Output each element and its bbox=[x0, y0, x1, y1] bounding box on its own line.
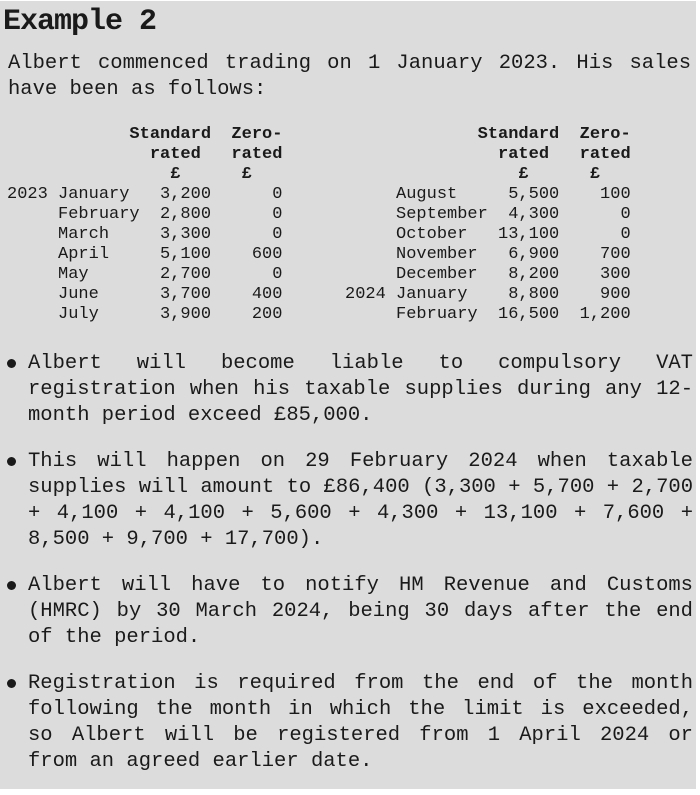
bullet-text bbox=[28, 573, 693, 651]
bullet-text bbox=[28, 449, 693, 553]
table-row: August 5,500 100 bbox=[345, 185, 631, 204]
bullet-text bbox=[28, 351, 693, 429]
table-header-row: rated rated bbox=[7, 145, 283, 164]
table-row: July 3,900 200 bbox=[7, 305, 283, 324]
table-row: February 16,500 1,200 bbox=[345, 305, 631, 324]
bullet-dot-icon bbox=[7, 457, 16, 466]
bullet-dot-icon bbox=[7, 359, 16, 368]
table-row: October 13,100 0 bbox=[345, 225, 631, 244]
bullet-list bbox=[7, 351, 693, 775]
table-row: December 8,200 300 bbox=[345, 265, 631, 284]
bullet-line: (HMRC) by 30 March 2024, being 30 days after the end bbox=[28, 600, 693, 623]
bullet-item bbox=[7, 671, 693, 775]
table-header-row: £ £ bbox=[7, 165, 252, 184]
sales-table-left bbox=[7, 125, 282, 325]
table-row: May 2,700 0 bbox=[7, 265, 283, 284]
document-page bbox=[0, 1, 696, 789]
bullet-line: This will happen on 29 February 2024 when taxable bbox=[28, 450, 693, 473]
page-title: Example 2 bbox=[3, 5, 157, 39]
bullet-item bbox=[7, 573, 693, 651]
table-row: April 5,100 600 bbox=[7, 245, 283, 264]
sales-table bbox=[0, 125, 696, 325]
bullet-line: Albert will become liable to compulsory VAT bbox=[28, 352, 693, 375]
bullet-marker bbox=[7, 449, 28, 553]
bullet-item bbox=[7, 449, 693, 553]
table-row: September 4,300 0 bbox=[345, 205, 631, 224]
bullet-dot-icon bbox=[7, 679, 16, 688]
table-row: March 3,300 0 bbox=[7, 225, 283, 244]
table-header-row: Standard Zero- bbox=[345, 125, 631, 144]
intro-paragraph bbox=[8, 51, 691, 103]
table-row: November 6,900 700 bbox=[345, 245, 631, 264]
intro-line: have been as follows: bbox=[8, 78, 267, 101]
table-row: June 3,700 400 bbox=[7, 285, 283, 304]
bullet-line: month period exceed £85,000. bbox=[28, 404, 373, 427]
bullet-line: supplies will amount to £86,400 (3,300 + 5,700 + 2,700 bbox=[28, 476, 693, 499]
bullet-line: 8,500 + 9,700 + 17,700). bbox=[28, 528, 324, 551]
table-header-row: rated rated bbox=[345, 145, 631, 164]
bullet-line: Albert will have to notify HM Revenue and Customs bbox=[28, 574, 693, 597]
bullet-item bbox=[7, 351, 693, 429]
bullet-marker bbox=[7, 573, 28, 651]
bullet-dot-icon bbox=[7, 581, 16, 590]
intro-line: Albert commenced trading on 1 January 2023. His sales bbox=[8, 52, 691, 75]
bullet-line: following the month in which the limit is exceeded, bbox=[28, 698, 693, 721]
bullet-marker bbox=[7, 351, 28, 429]
bullet-line: + 4,100 + 4,100 + 5,600 + 4,300 + 13,100 + 7,600 + bbox=[28, 502, 693, 525]
table-header-row: Standard Zero- bbox=[7, 125, 283, 144]
bullet-line: of the period. bbox=[28, 626, 201, 649]
table-header-row: £ £ bbox=[345, 165, 601, 184]
bullet-marker bbox=[7, 671, 28, 775]
bullet-line: registration when his taxable supplies during any 12- bbox=[28, 378, 693, 401]
bullet-line: from an agreed earlier date. bbox=[28, 750, 373, 773]
table-row: 2024 January 8,800 900 bbox=[345, 285, 631, 304]
bullet-line: Registration is required from the end of the month bbox=[28, 672, 693, 695]
bullet-line: so Albert will be registered from 1 April 2024 or bbox=[28, 724, 693, 747]
sales-table-right bbox=[345, 125, 631, 325]
table-row: February 2,800 0 bbox=[7, 205, 283, 224]
bullet-text bbox=[28, 671, 693, 775]
table-row: 2023 January 3,200 0 bbox=[7, 185, 283, 204]
